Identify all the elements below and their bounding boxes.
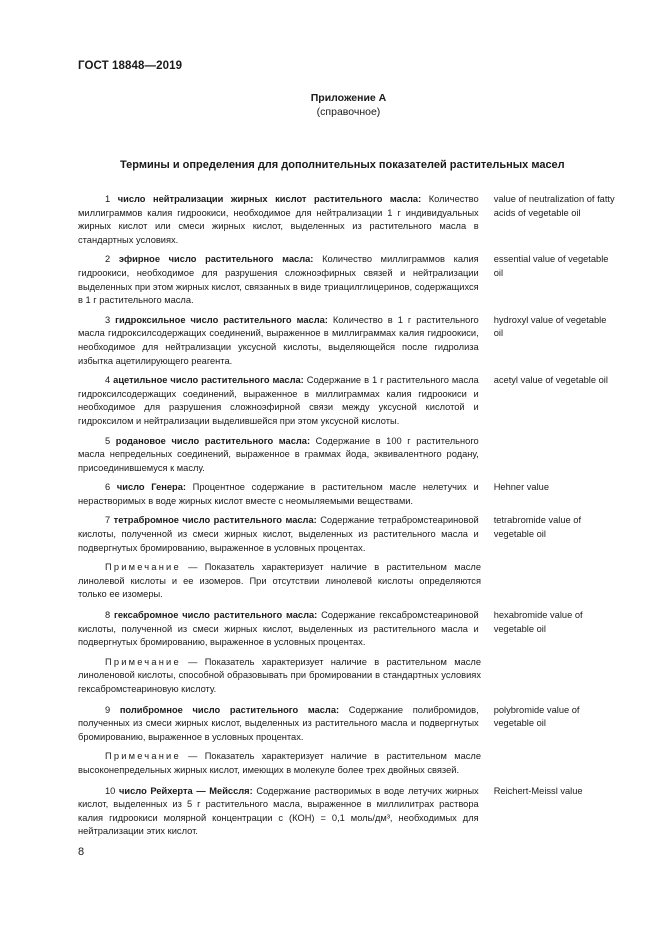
term-name: ацетильное число растительного масла:: [113, 375, 304, 386]
term-name: число Генера:: [116, 482, 186, 493]
term-definition: Содержание растворимых в воде летучих жирных кислот, выделенных из 5 г растительного масла, выраженное в миллилитрах раствора калия гидроокиси молярной концентрации с (КОН) = 0,1 моль/дм³, необходимых для нейтрализации этих кислот.: [78, 785, 479, 837]
term-name: полибромное число растительного масла:: [119, 704, 340, 715]
term-english: hydroxyl value of vegetable oil: [493, 314, 607, 339]
appendix-subtitle: (справочное): [316, 106, 381, 118]
note: [78, 656, 481, 697]
section-title: Термины и определения для дополнительных показателей растительных масел: [120, 159, 565, 171]
term-number: 8: [105, 610, 111, 621]
term-number: 7: [105, 515, 111, 526]
note: [78, 750, 481, 777]
note-text: — Показатель характеризует наличие в растительном масле линолевой кислоты и ее изомеров. При отсутствии линолевой кислоты определяются только ее изомеры.: [78, 562, 481, 600]
term-definition: Содержание гексабромстеариновой кислоты, полученной из смеси жирных кислот, выделенных из растительного масла и подвергнутых бромированию, выраженное в условных процентах.: [78, 610, 479, 648]
term-definition: Содержание полибромидов, полученных из смеси жирных кислот, выделенных из растительного масла и подвергнутых бромированию, выраженное в условных процентах.: [78, 704, 479, 742]
term-number: 10: [105, 785, 116, 796]
term-name: гексабромное число растительного масла:: [114, 610, 318, 621]
term-english: tetrabromide value of vegetable oil: [493, 515, 582, 540]
term-entry: [78, 253, 618, 307]
term-definition: Количество в 1 г растительного масла гидроксилсодержащих соединений, выраженное в миллиграммах калия гидроокиси, необходимое для нейтрализации уксусной кислоты, выделяющейся после гидролиза избытка ацетилирующего реагента.: [78, 314, 479, 366]
term-number: 2: [105, 254, 111, 265]
standard-header: ГОСТ 18848—2019: [78, 60, 183, 72]
note: [78, 561, 481, 602]
term-number: 4: [105, 375, 111, 386]
page-number: 8: [78, 846, 85, 858]
term-english: [494, 435, 618, 476]
note-text: — Показатель характеризует наличие в растительном масле высоконепредельных жирных кислот, имеющих в молекуле более трех двойных связей.: [78, 751, 481, 775]
term-definition: Количество миллиграммов калия гидроокиси, необходимое для нейтрализации 1 г индивидуальных жирных кислот или смеси жирных кислот, выделенных из растительного масла в стандартных условиях.: [78, 194, 479, 245]
term-entry: [78, 374, 618, 428]
note-label: Примечание: [105, 751, 181, 762]
term-entry: [78, 481, 618, 508]
term-name: эфирное число растительного масла:: [118, 254, 314, 265]
term-entry: [78, 514, 618, 555]
term-definition: Содержание в 100 г растительного масла непредельных соединений, выраженное в граммах йода, эквивалентного родану, присоединившемуся к маслу.: [78, 435, 479, 473]
term-definition: Количество миллиграммов калия гидроокиси, необходимое для разрушения сложноэфирных связей и нейтрализации выделенных при этом жирных кислот, связанных в виде триацилглицеринов, содержащихся в 1 г растительного масла.: [78, 254, 479, 306]
term-number: 5: [105, 435, 111, 446]
term-english: hexabromide value of vegetable oil: [493, 610, 583, 634]
appendix-title: Приложение А: [310, 92, 387, 104]
note-label: Примечание: [105, 656, 181, 667]
term-entry: [78, 609, 618, 650]
note-label: Примечание: [105, 562, 181, 573]
term-number: 3: [105, 314, 111, 325]
terms-list: [78, 193, 618, 845]
term-number: 1: [105, 194, 111, 204]
term-number: 6: [105, 482, 111, 493]
term-entry: [78, 314, 618, 368]
term-english: Hehner value: [493, 482, 550, 493]
term-definition: Содержание в 1 г растительного масла гидроксилсодержащих соединений, выраженное в миллиграммах калия гидроокиси и необходимое для разрушения сложноэфирной связи между уксусной кислотой и гидроксилом и нейтрализации выделившейся при этом уксусной кислоты.: [78, 375, 479, 426]
term-english: value of neutralization of fatty acids of vegetable oil: [493, 194, 615, 218]
appendix-heading: [0, 91, 661, 119]
term-name: гидроксильное число растительного масла:: [115, 314, 328, 325]
term-english: essential value of vegetable oil: [493, 254, 609, 278]
term-name: число Рейхерта — Мейссля:: [119, 785, 253, 796]
term-name: число нейтрализации жирных кислот растительного масла:: [117, 194, 422, 204]
term-entry: [78, 435, 618, 476]
term-entry: [78, 193, 618, 247]
term-name: родановое число растительного масла:: [115, 435, 311, 446]
term-english: acetyl value of vegetable oil: [493, 375, 608, 386]
term-entry: [78, 704, 618, 745]
term-definition: Содержание тетрабромстеариновой кислоты, полученной из смеси жирных кислот, выделенных из растительного масла и подвергнутых бромированию, выраженное в условных процентах.: [78, 515, 479, 553]
term-name: тетрабромное число растительного масла:: [113, 515, 317, 526]
term-number: 9: [105, 704, 111, 715]
note-text: — Показатель характеризует наличие в растительном масле линоленовой кислоты, способной образовывать при бромировании в стандартных условиях гексабромстеариновую кислоту.: [78, 656, 481, 694]
term-entry: [78, 785, 618, 839]
term-english: polybromide value of vegetable oil: [493, 704, 580, 729]
term-definition: Процентное содержание в растительном масле нелетучих и нерастворимых в воде жирных кислот вместе с неомыляемыми веществами.: [78, 482, 479, 506]
term-english: Reichert-Meissl value: [493, 785, 583, 796]
